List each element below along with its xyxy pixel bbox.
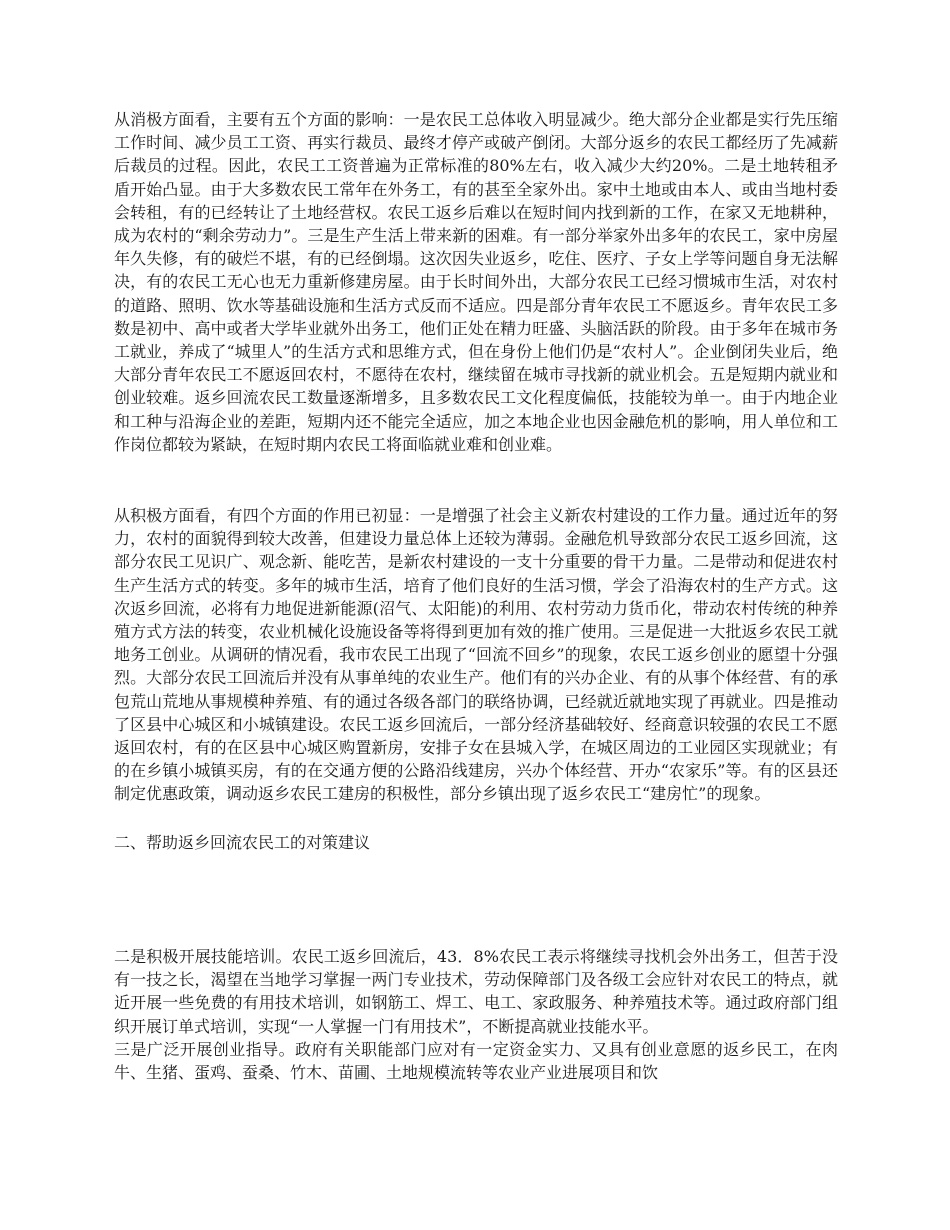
paragraph-negative-impacts: 从消极方面看，主要有五个方面的影响：一是农民工总体收入明显减少。绝大部分企业都是实行先压缩工作时间、减少员工工资、再实行裁员、最终才停产或破产倒闭。大部分返乡的农民工都经历了先减薪后裁员的过程。因此，农民工工资普遍为正常标准的80%左右，收入减少大约20%。二是土地转租矛盾开始凸显。由于大多数农民工常年在外务工，有的甚至全家外出。家中土地或由本人、或由当地村委会转租，有的已经转让了土地经营权。农民工返乡后难以在短时间内找到新的工作，在家又无地耕种，成为农村的“剩余劳动力”。三是生产生活上带来新的困难。有一部分举家外出多年的农民工，家中房屋年久失修，有的破烂不堪，有的已经倒塌。这次因失业返乡，吃住、医疗、子女上学等问题自身无法解决，有的农民工无心也无力重新修建房屋。由于长时间外出，大部分农民工已经习惯城市生活，对农村的道路、照明、饮水等基础设施和生活方式反而不适应。四是部分青年农民工不愿返乡。青年农民工多数是初中、高中或者大学毕业就外出务工，他们正处在精力旺盛、头脑活跃的阶段。由于多年在城市务工就业，养成了“城里人”的生活方式和思维方式，但在身份上他们仍是“农村人”。企业倒闭失业后，绝大部分青年农民工不愿返回农村，不愿待在农村，继续留在城市寻找新的就业机会。五是短期内就业和创业较难。返乡回流农民工数量逐渐增多，且多数农民工文化程度偏低，技能较为单一。由于内地企业和工种与沿海企业的差距，短期内还不能完全适应，加之本地企业也因金融危机的影响，用人单位和工作岗位都较为紧缺，在短时期内农民工将面临就业难和创业难。 [114, 110, 838, 454]
paragraph-skills-training: 二是积极开展技能培训。农民工返乡回流后，43．8%农民工表示将继续寻找机会外出务工，但苦于没有一技之长，渴望在当地学习掌握一两门专业技术，劳动保障部门及各级工会应针对农民工的特点，就近开展一些免费的有用技术培训，如钢筋工、焊工、电工、家政服务、种养殖技术等。通过政府部门组织开展订单式培训，实现“一人掌握一门有用技术”，不断提高就业技能水平。 [114, 947, 838, 1036]
paragraph-startup-guidance: 三是广泛开展创业指导。政府有关职能部门应对有一定资金实力、又具有创业意愿的返乡民工，在肉牛、生猪、蛋鸡、蚕桑、竹木、苗圃、土地规模流转等农业产业进展项目和饮 [114, 1040, 838, 1083]
section-heading: 二、帮助返乡回流农民工的对策建议 [114, 833, 371, 852]
paragraph-positive-effects: 从积极方面看，有四个方面的作用已初显：一是增强了社会主义新农村建设的工作力量。通过近年的努力，农村的面貌得到较大改善，但建设力量总体上还较为薄弱。金融危机导致部分农民工返乡回流，这部分农民工见识广、观念新、能吃苦，是新农村建设的一支十分重要的骨干力量。二是带动和促进农村生产生活方式的转变。多年的城市生活，培育了他们良好的生活习惯，学会了沿海农村的生产方式。这次返乡回流，必将有力地促进新能源(沼气、太阳能)的利用、农村劳动力货币化，带动农村传统的种养殖方式方法的转变，农业机械化设施设备等将得到更加有效的推广使用。三是促进一大批返乡农民工就地务工创业。从调研的情况看，我市农民工出现了“回流不回乡”的现象，农民工返乡创业的愿望十分强烈。大部分农民工回流后并没有从事单纯的农业生产。他们有的兴办企业、有的从事个体经营、有的承包荒山荒地从事规模种养殖、有的通过各级各部门的联络协调，已经就近就地实现了再就业。四是推动了区县中心城区和小城镇建设。农民工返乡回流后，一部分经济基础较好、经商意识较强的农民工不愿返回农村，有的在区县中心城区购置新房，安排子女在县城入学，在城区周边的工业园区实现就业；有的在乡镇小城镇买房，有的在交通方便的公路沿线建房，兴办个体经营、开办“农家乐”等。有的区县还制定优惠政策，调动返乡农民工建房的积极性，部分乡镇出现了返乡农民工“建房忙”的现象。 [114, 506, 838, 804]
